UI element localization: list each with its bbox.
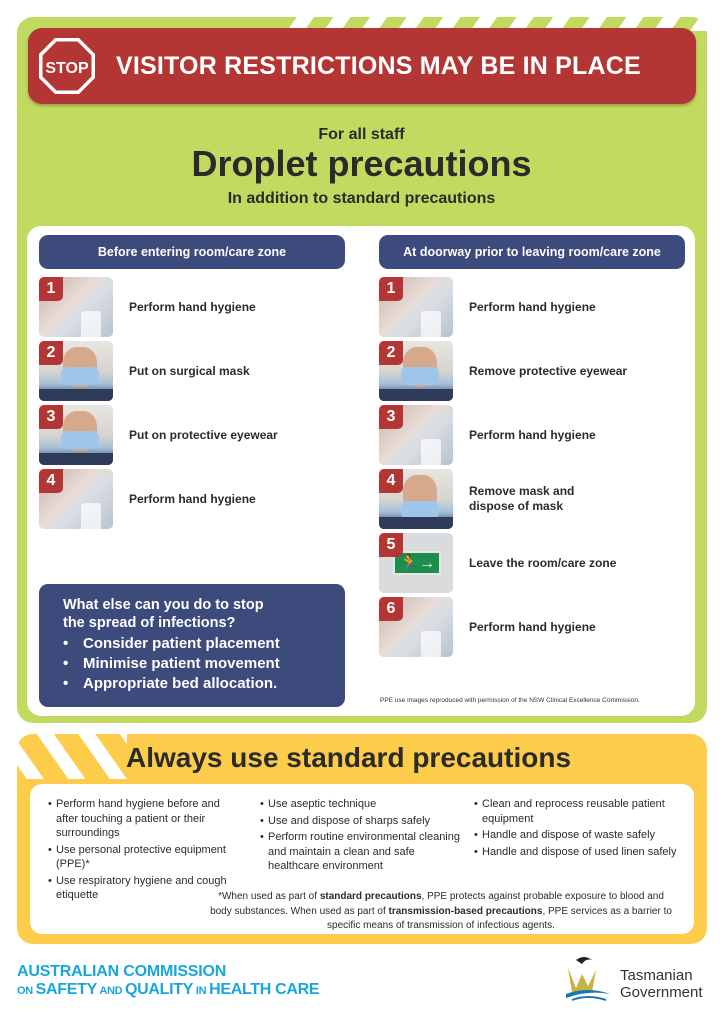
list-item: • Handle and dispose of used linen safely: [474, 845, 689, 860]
standard-precautions-title: Always use standard precautions: [126, 742, 572, 773]
before-step-3: [39, 405, 278, 465]
step-label: Remove protective eyewear: [469, 363, 628, 378]
hand-hygiene-image: 4: [39, 469, 113, 529]
exit-arrow-icon: 🏃→: [393, 551, 441, 575]
list-item: • Minimise patient movement: [63, 654, 345, 674]
list-item: • Use and dispose of sharps safely: [260, 814, 460, 829]
before-step-2: [39, 341, 250, 401]
audience-label: For all staff: [318, 126, 405, 143]
list-item: • Use respiratory hygiene and cough etiquette: [48, 874, 233, 903]
page-title: Droplet precautions: [191, 143, 532, 184]
acsqhc-logo: AUSTRALIAN COMMISSION ON SAFETY AND QUALITY IN HEALTH CARE: [17, 963, 320, 998]
stop-sign-icon: [38, 37, 96, 95]
list-item: • Clean and reprocess reusable patient equipment: [474, 797, 689, 826]
leaving-step-4: [379, 469, 574, 529]
before-step-4: [39, 469, 256, 529]
page-subtitle: In addition to standard precautions: [227, 190, 496, 207]
remove-mask-image: 4: [379, 469, 453, 529]
image-credit: PPE use images reproduced with permission of the NSW Clinical Excellence Commission.: [380, 697, 640, 704]
list-item: • Consider patient placement: [63, 634, 345, 654]
list-item: • Handle and dispose of waste safely: [474, 828, 689, 843]
exit-sign-image: 🏃→ 5: [379, 533, 453, 593]
leaving-step-6: [379, 597, 596, 657]
step-label: Perform hand hygiene: [469, 619, 596, 634]
protective-eyewear-image: 2: [379, 341, 453, 401]
step-label: Perform hand hygiene: [129, 491, 256, 506]
before-step-1: [39, 277, 256, 337]
tasmanian-government-logo: Tasmanian Government: [562, 952, 703, 1004]
hand-hygiene-image: 1: [379, 277, 453, 337]
step-label: Put on surgical mask: [129, 363, 250, 378]
what-else-question: What else can you do to stop the spread of infections?: [63, 597, 264, 631]
list-item: • Use aseptic technique: [260, 797, 460, 812]
hand-hygiene-image: 6: [379, 597, 453, 657]
hand-hygiene-image: 3: [379, 405, 453, 465]
ppe-footnote: *When used as part of standard precautions, PPE protects against probable exposure to blood and body substances. When used as part of transmission-based precautions, PPE services as a barrier to specific means of transmission of infectious agents.: [210, 891, 672, 931]
step-label: Perform hand hygiene: [129, 299, 256, 314]
leaving-heading: At doorway prior to leaving room/care zone: [379, 235, 685, 269]
step-label: Leave the room/care zone: [469, 555, 617, 570]
precautions-col-3: [474, 797, 689, 861]
step-label: Put on protective eyewear: [129, 427, 278, 442]
what-else-list: [63, 634, 345, 694]
step-label: Perform hand hygiene: [469, 299, 596, 314]
list-item: • Appropriate bed allocation.: [63, 674, 345, 694]
leaving-step-3: [379, 405, 596, 465]
visitor-restrictions-banner: [28, 28, 696, 104]
before-heading: Before entering room/care zone: [39, 235, 345, 269]
list-item: • Perform hand hygiene before and after touching a patient or their surroundings: [48, 797, 233, 841]
hand-hygiene-image: 1: [39, 277, 113, 337]
precautions-col-2: [260, 797, 460, 876]
leaving-step-1: [379, 277, 596, 337]
svg-text:STOP: STOP: [45, 60, 89, 77]
decorative-stripes: [17, 734, 127, 779]
surgical-mask-image: 2: [39, 341, 113, 401]
step-label: Remove mask and dispose of mask: [469, 484, 575, 513]
list-item: • Perform routine environmental cleaning and maintain a clean and safe healthcare environment: [260, 830, 460, 874]
tasmanian-tiger-icon: [562, 952, 614, 1004]
banner-text: VISITOR RESTRICTIONS MAY BE IN PLACE: [116, 51, 641, 80]
leaving-step-2: [379, 341, 627, 401]
what-else-box: [39, 584, 345, 707]
precautions-col-1: [48, 797, 233, 905]
protective-eyewear-image: 3: [39, 405, 113, 465]
step-label: Perform hand hygiene: [469, 427, 596, 442]
leaving-step-5: [379, 533, 616, 593]
list-item: • Use personal protective equipment (PPE)*: [48, 843, 233, 872]
